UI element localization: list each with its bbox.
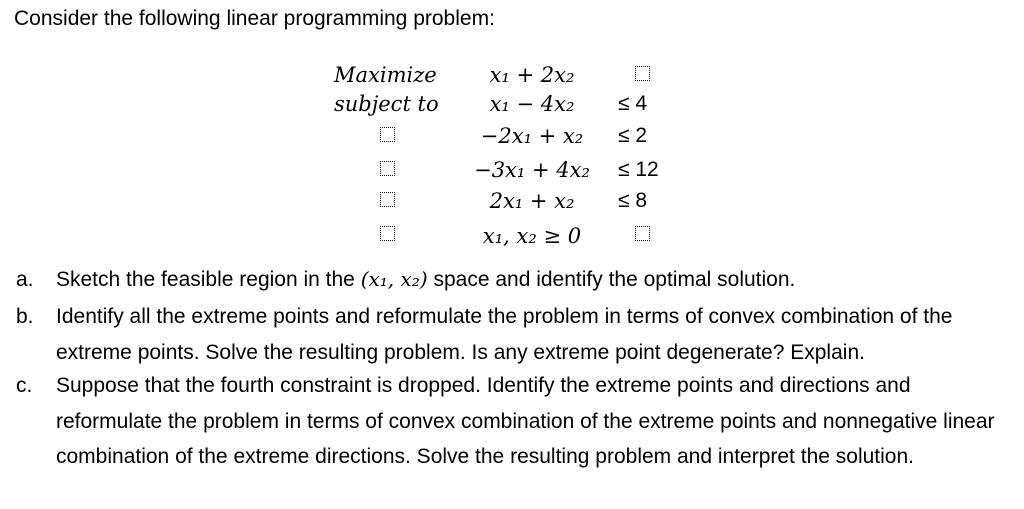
part-a-text <box>56 262 1018 298</box>
placeholder-box-icon <box>380 226 395 241</box>
subject-to-label: subject to <box>334 92 439 116</box>
part-b-marker: b. <box>16 305 34 328</box>
constraint-3-rhs: ≤ 12 <box>618 158 659 181</box>
constraint-4-lhs: 2x₁ + x₂ <box>489 189 575 213</box>
maximize-label: Maximize <box>334 63 437 87</box>
constraint-3-lhs: −3x₁ + 4x₂ <box>474 158 590 182</box>
objective-expression <box>442 60 622 90</box>
problem-intro: Consider the following linear programming problem: <box>14 7 495 30</box>
part-a-marker: a. <box>16 268 34 291</box>
placeholder-box-icon <box>380 127 395 142</box>
placeholder-box-icon <box>635 66 650 81</box>
placeholder-box-icon <box>380 192 395 207</box>
part-a-text-before: Sketch the feasible region in the <box>56 268 361 291</box>
part-b-text: Identify all the extreme points and reformulate the problem in terms of convex combination of the extreme points. Solve the resulting problem. Is any extreme point degenerate? Explain. <box>56 305 953 364</box>
constraint-2-rhs: ≤ 2 <box>618 124 648 147</box>
part-a-math: (x₁, x₂) <box>360 267 428 291</box>
constraint-1-lhs: x₁ − 4x₂ <box>489 92 575 116</box>
part-a-text-after: space and identify the optimal solution. <box>427 268 796 291</box>
part-c-marker: c. <box>16 374 33 397</box>
placeholder-box-icon <box>380 161 395 176</box>
objective-text: x₁ + 2x₂ <box>489 63 575 87</box>
constraint-1-rhs: ≤ 4 <box>618 92 648 115</box>
placeholder-box-icon <box>635 226 650 241</box>
nonnegativity-constraint: x₁, x₂ ≥ 0 <box>482 224 582 248</box>
part-c-text: Suppose that the fourth constraint is dropped. Identify the extreme points and directions and reformulate the problem in terms of convex combination of the extreme points and nonnegative linear combination of the extreme directions. Solve the resulting problem and interpret the solution. <box>56 374 995 468</box>
constraint-2-lhs: −2x₁ + x₂ <box>480 124 584 148</box>
constraint-4-rhs: ≤ 8 <box>618 189 648 212</box>
